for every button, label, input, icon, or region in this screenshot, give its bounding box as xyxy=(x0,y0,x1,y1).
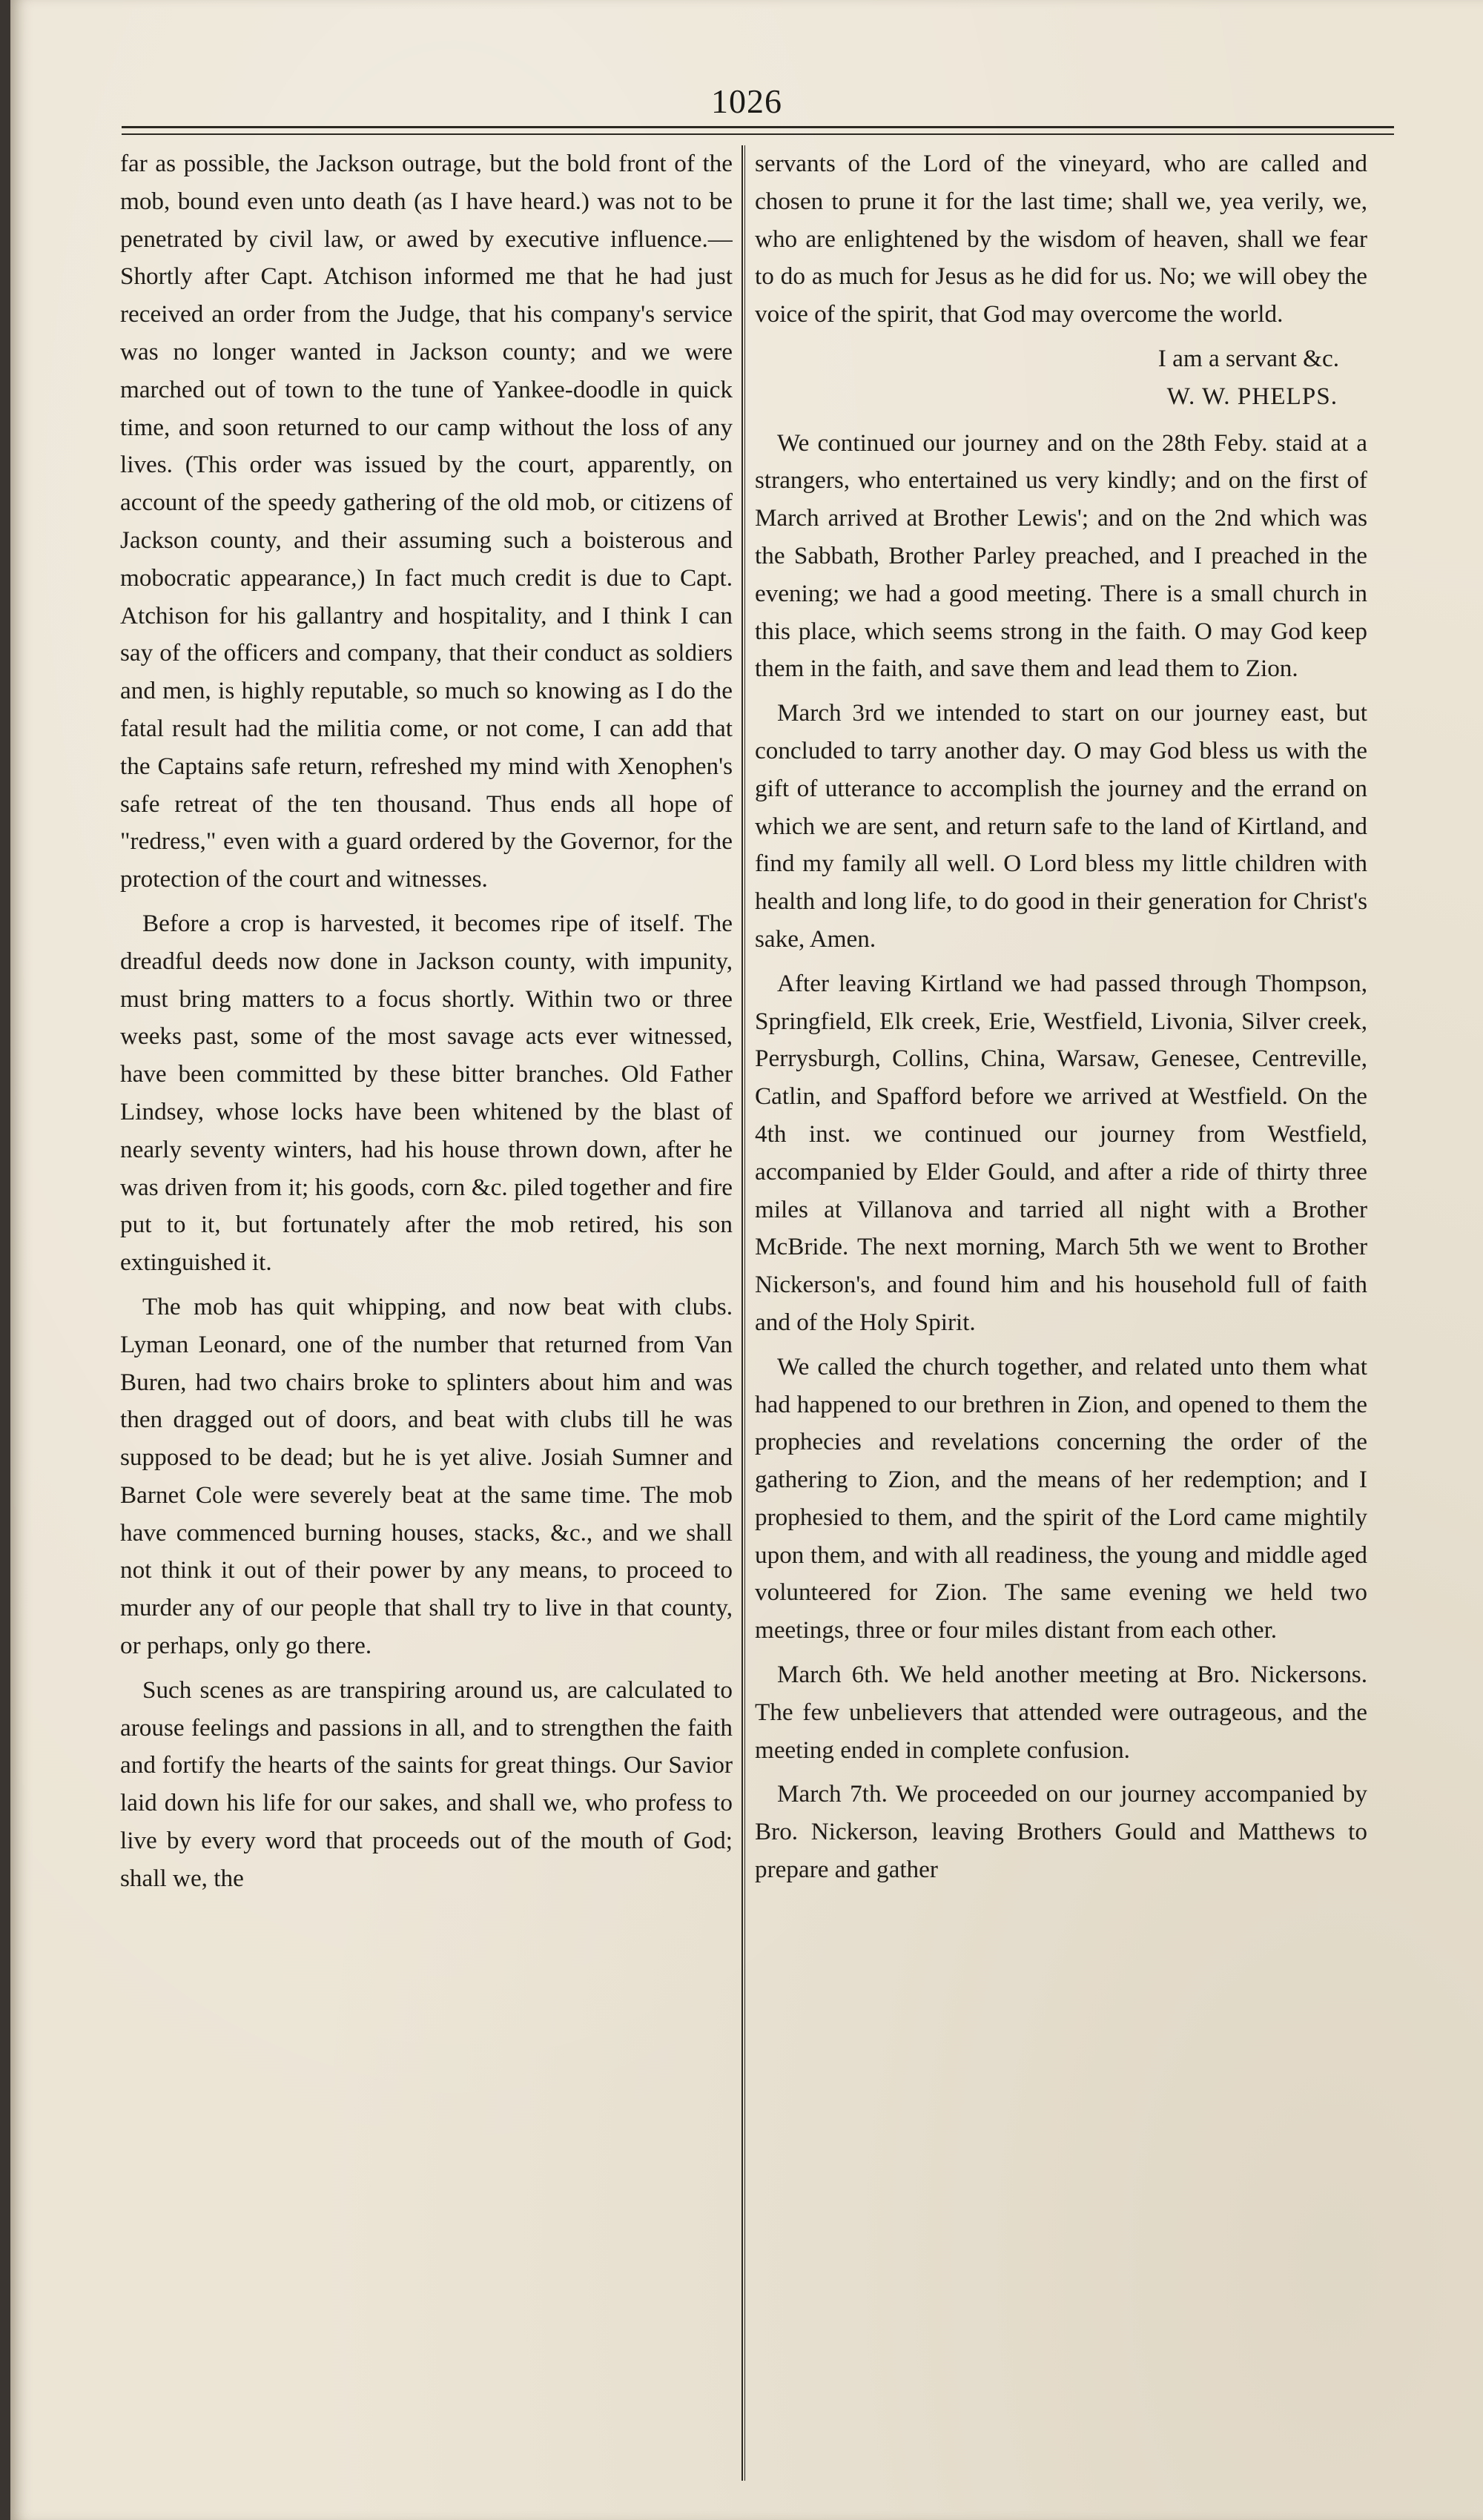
header-rule xyxy=(122,126,1394,128)
paragraph: March 7th. We proceeded on our journey accompanied by Bro. Nickerson, leaving Brothers Gould and Matthews to prepare and gather xyxy=(755,1780,1367,1884)
column-divider-secondary xyxy=(744,145,745,2481)
signature-closing: I am a servant &c. xyxy=(1157,344,1339,372)
signature-name: W. W. PHELPS. xyxy=(1166,382,1338,410)
right-column xyxy=(755,145,1367,2481)
newspaper-page xyxy=(10,0,1483,2520)
left-column xyxy=(120,145,733,2481)
paragraph: Before a crop is harvested, it becomes ripe of itself. The dreadful deeds now done in Jackson county, with impunity, must bring matters to a focus shortly. Within two or three weeks past, some of the most savage acts ever witnessed, have been committed by these bitter branches. Old Father Lindsey, whose locks have been whitened by the blast of nearly seventy winters, had his house thrown down, after he was driven from it; his goods, corn &c. piled together and fire put to it, but fortunately after the mob retired, his son extinguished it. xyxy=(120,909,733,1277)
page-number: 1026 xyxy=(711,82,782,120)
paragraph: Such scenes as are transpiring around us, are calculated to arouse feelings and passions in all, and to strengthen the faith and fortify the hearts of the saints for great things. Our Savior laid down his life for our sakes, and shall we, who profess to live by every word that proceeds out of the mouth of God; shall we, the xyxy=(120,1676,733,1892)
paragraph: After leaving Kirtland we had passed through Thompson, Springfield, Elk creek, Erie, Westfield, Livonia, Silver creek, Perrysburgh, Collins, China, Warsaw, Genesee, Centreville, Catlin, and Spafford before we arrived at Westfield. On the 4th inst. we continued our journey from Westfield, accompanied by Elder Gould, and after a ride of thirty three miles at Villanova and tarried all night with a Brother McBride. The next morning, March 5th we went to Brother Nickerson's, and found him and his household full of faith and of the Holy Spirit. xyxy=(755,969,1367,1336)
paragraph: March 6th. We held another meeting at Bro. Nickersons. The few unbelievers that attended were outrageous, and the meeting ended in complete confusion. xyxy=(755,1661,1367,1764)
paragraph: We called the church together, and related unto them what had happened to our brethren in Zion, and opened to them the prophecies and revelations concerning the order of the gathering to Zion, and the means of her redemption; and I prophesied to them, and the spirit of the Lord came mightily upon them, and with all readiness, the young and middle aged volunteered for Zion. The same evening we held two meetings, three or four miles distant from each other. xyxy=(755,1352,1367,1644)
paragraph: We continued our journey and on the 28th Feby. staid at a strangers, who entertained us very kindly; and on the first of March arrived at Brother Lewis'; and on the 2nd which was the Sabbath, Brother Parley preached, and I preached in the evening; we had a good meeting. There is a small church in this place, which seems strong in the faith. O may God keep them in the faith, and save them and lead them to Zion. xyxy=(755,429,1367,683)
paragraph: March 3rd we intended to start on our journey east, but concluded to tarry another day. O may God bless us with the gift of utterance to accomplish the journey and the errand on which we are sent, and return safe to the land of Kirtland, and find my family all well. O Lord bless my little children with health and long life, to do good in their generation for Christ's sake, Amen. xyxy=(755,699,1367,953)
paragraph: The mob has quit whipping, and now beat with clubs. Lyman Leonard, one of the number that returned from Van Buren, had two chairs broke to splinters about him and was then dragged out of doors, and beat with clubs till he was supposed to be dead; but he is yet alive. Josiah Sumner and Barnet Cole were severely beat at the same time. The mob have commenced burning houses, stacks, &c., and we shall not think it out of their power by any means, to proceed to murder any of our people that shall try to live in that county, or perhaps, only go there. xyxy=(120,1292,733,1660)
header-rule-thin xyxy=(122,133,1394,135)
paragraph: far as possible, the Jackson outrage, but the bold front of the mob, bound even unto death (as I have heard.) was not to be penetrated by civil law, or awed by executive influence.— Shortly after Capt. Atchison informed me that he had just received an order from the Judge, that his company's service was no longer wanted in Jackson county; and we were marched out of town to the tune of Yankee-doodle in quick time, and soon returned to our camp without the loss of any lives. (This order was issued by the court, apparently, on account of the speedy gathering of the old mob, or citizens of Jackson county, and their assuming such a boisterous and mobocratic appearance,) In fact much credit is due to Capt. Atchison for his gallantry and hospitality, and I think I can say of the officers and company, that their conduct as soldiers and men, is highly reputable, so much so knowing as I do the fatal result had the militia come, or not come, I can add that the Captains safe return, refreshed my mind with Xenophen's safe retreat of the ten thousand. Thus ends all hope of "redress," even with a guard ordered by the Governor, for the protection of the court and witnesses. xyxy=(120,150,733,893)
paragraph: servants of the Lord of the vineyard, who are called and chosen to prune it for the last time; shall we, yea verily, we, who are enlightened by the wisdom of heaven, shall we fear to do as much for Jesus as he did for us. No; we will obey the voice of the spirit, that God may overcome the world. xyxy=(755,150,1367,328)
column-divider xyxy=(742,145,743,2481)
